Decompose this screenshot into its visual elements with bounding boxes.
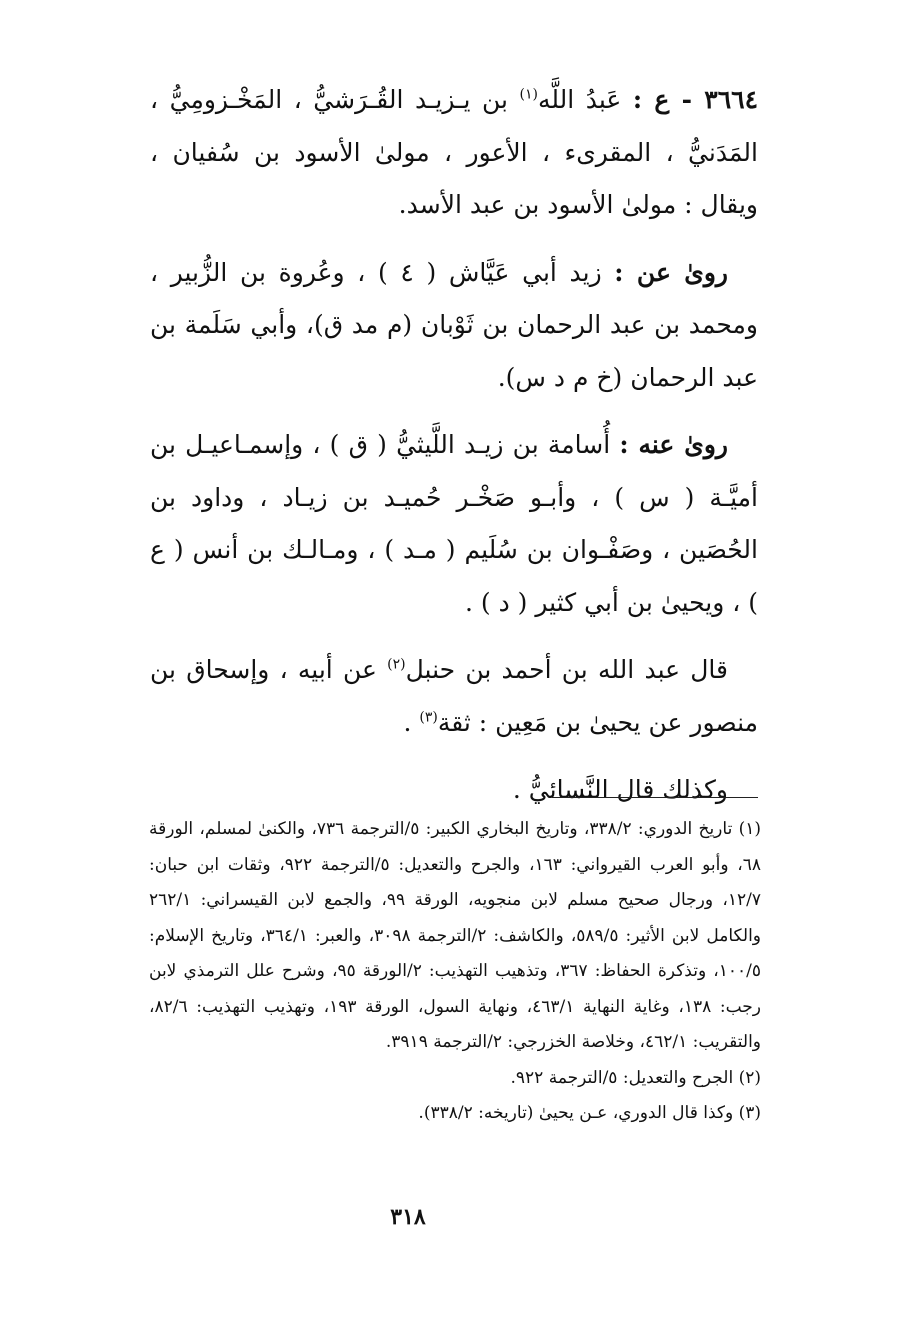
narrated-by-text: أُسامة بن زيـد اللَّيثيُّ ( ق ) ، وإسمـاعيـل بن أميَّـة ( س ) ، وأبـو صَخْـر حُميـد بن زيـاد ، وداود بن الحُصَين ، وصَفْـوان بن سُلَيم ( مـد ) ، ومـالـك بن أنس ( ع ) ، ويحيىٰ بن أبي كثير ( د ) . [150, 430, 758, 617]
footnote-separator [552, 797, 758, 798]
footnote-2: (٢) الجرح والتعديل: ٥/الترجمة ٩٢٢. [510, 1067, 761, 1088]
footnote-ref-3[interactable]: (٣) [419, 709, 438, 726]
footnotes [149, 812, 761, 1132]
footnote-ref-1[interactable]: (١) [519, 86, 538, 103]
statement-paragraph [150, 644, 758, 749]
footnote-1: (١) تاريخ الدوري: ٣٣٨/٢، وتاريخ البخاري الكبير: ٥/الترجمة ٧٣٦، والكنىٰ لمسلم، الورقة ٦٨، وأبو العرب القيرواني: ١٦٣، والجرح والتعديل: ٥/الترجمة ٩٢٢، وثقات ابن حبان: ١٢/٧، ورجال صحيح مسلم لابن منجويه، الورقة ٩٩، والجمع لابن القيسراني: ٢٦٢/١ والكامل لابن الأثير: ٥٨٩/٥، والكاشف: ٢/الترجمة ٣٠٩٨، والعبر: ٣٦٤/١، وتاريخ الإسلام: ١٠٠/٥، وتذكرة الحفاظ: ٣٦٧، وتذهيب التهذيب: ٢/الورقة ٩٥، وشرح علل الترمذي لابن رجب: ١٣٨، وغاية النهاية ٤٦٣/١، ونهاية السول، الورقة ١٩٣، وتهذيب التهذيب: ٨٢/٦، والتقريب: ٤٦٢/١، وخلاصة الخزرجي: ٢/الترجمة ٣٩١٩. [149, 819, 762, 1052]
nasai-paragraph: وكذلك قال النَّسائيُّ . [512, 775, 728, 804]
narrated-by-label: روىٰ عنه : [619, 430, 728, 459]
main-text [150, 74, 758, 832]
statement-part-3: . [403, 707, 420, 737]
narrated-by-paragraph [150, 419, 758, 629]
footnote-ref-2[interactable]: (٢) [387, 656, 406, 673]
narrated-from-label: روىٰ عن : [614, 257, 728, 287]
statement-part-2: عن أبيه ، وإسحاق بن منصور عن يحيىٰ بن مَعِين : ثقة [150, 655, 758, 737]
entry-paragraph [150, 74, 758, 232]
page-number: ٣١٨ [390, 1204, 426, 1230]
entry-name: عَبدُ اللَّه [537, 85, 633, 114]
statement-part-1: قال عبد الله بن أحمد بن حنبل [405, 655, 728, 684]
narrated-from-paragraph [150, 247, 758, 405]
footnote-3: (٣) وكذا قال الدوري، عـن يحيىٰ (تاريخه: ٣٣٨/٢). [418, 1103, 761, 1123]
entry-description: بن يـزيـد القُـرَشيُّ ، المَخْـزومِيُّ ، المَدَنيُّ ، المقرىء ، الأعور ، مولىٰ الأسود بن سُفيان ، ويقال : مولىٰ الأسود بن عبد الأسد. [150, 85, 758, 219]
narrated-from-text: زيد أبي عَيَّاش ( ٤ ) ، وعُروة بن الزُّبير ، ومحمد بن عبد الرحمان بن ثَوْبان (م مد ق)، وأبي سَلَمة بن عبد الرحمان (خ م د س). [150, 257, 758, 392]
entry-number: ٣٦٦٤ - ع : [632, 85, 758, 114]
